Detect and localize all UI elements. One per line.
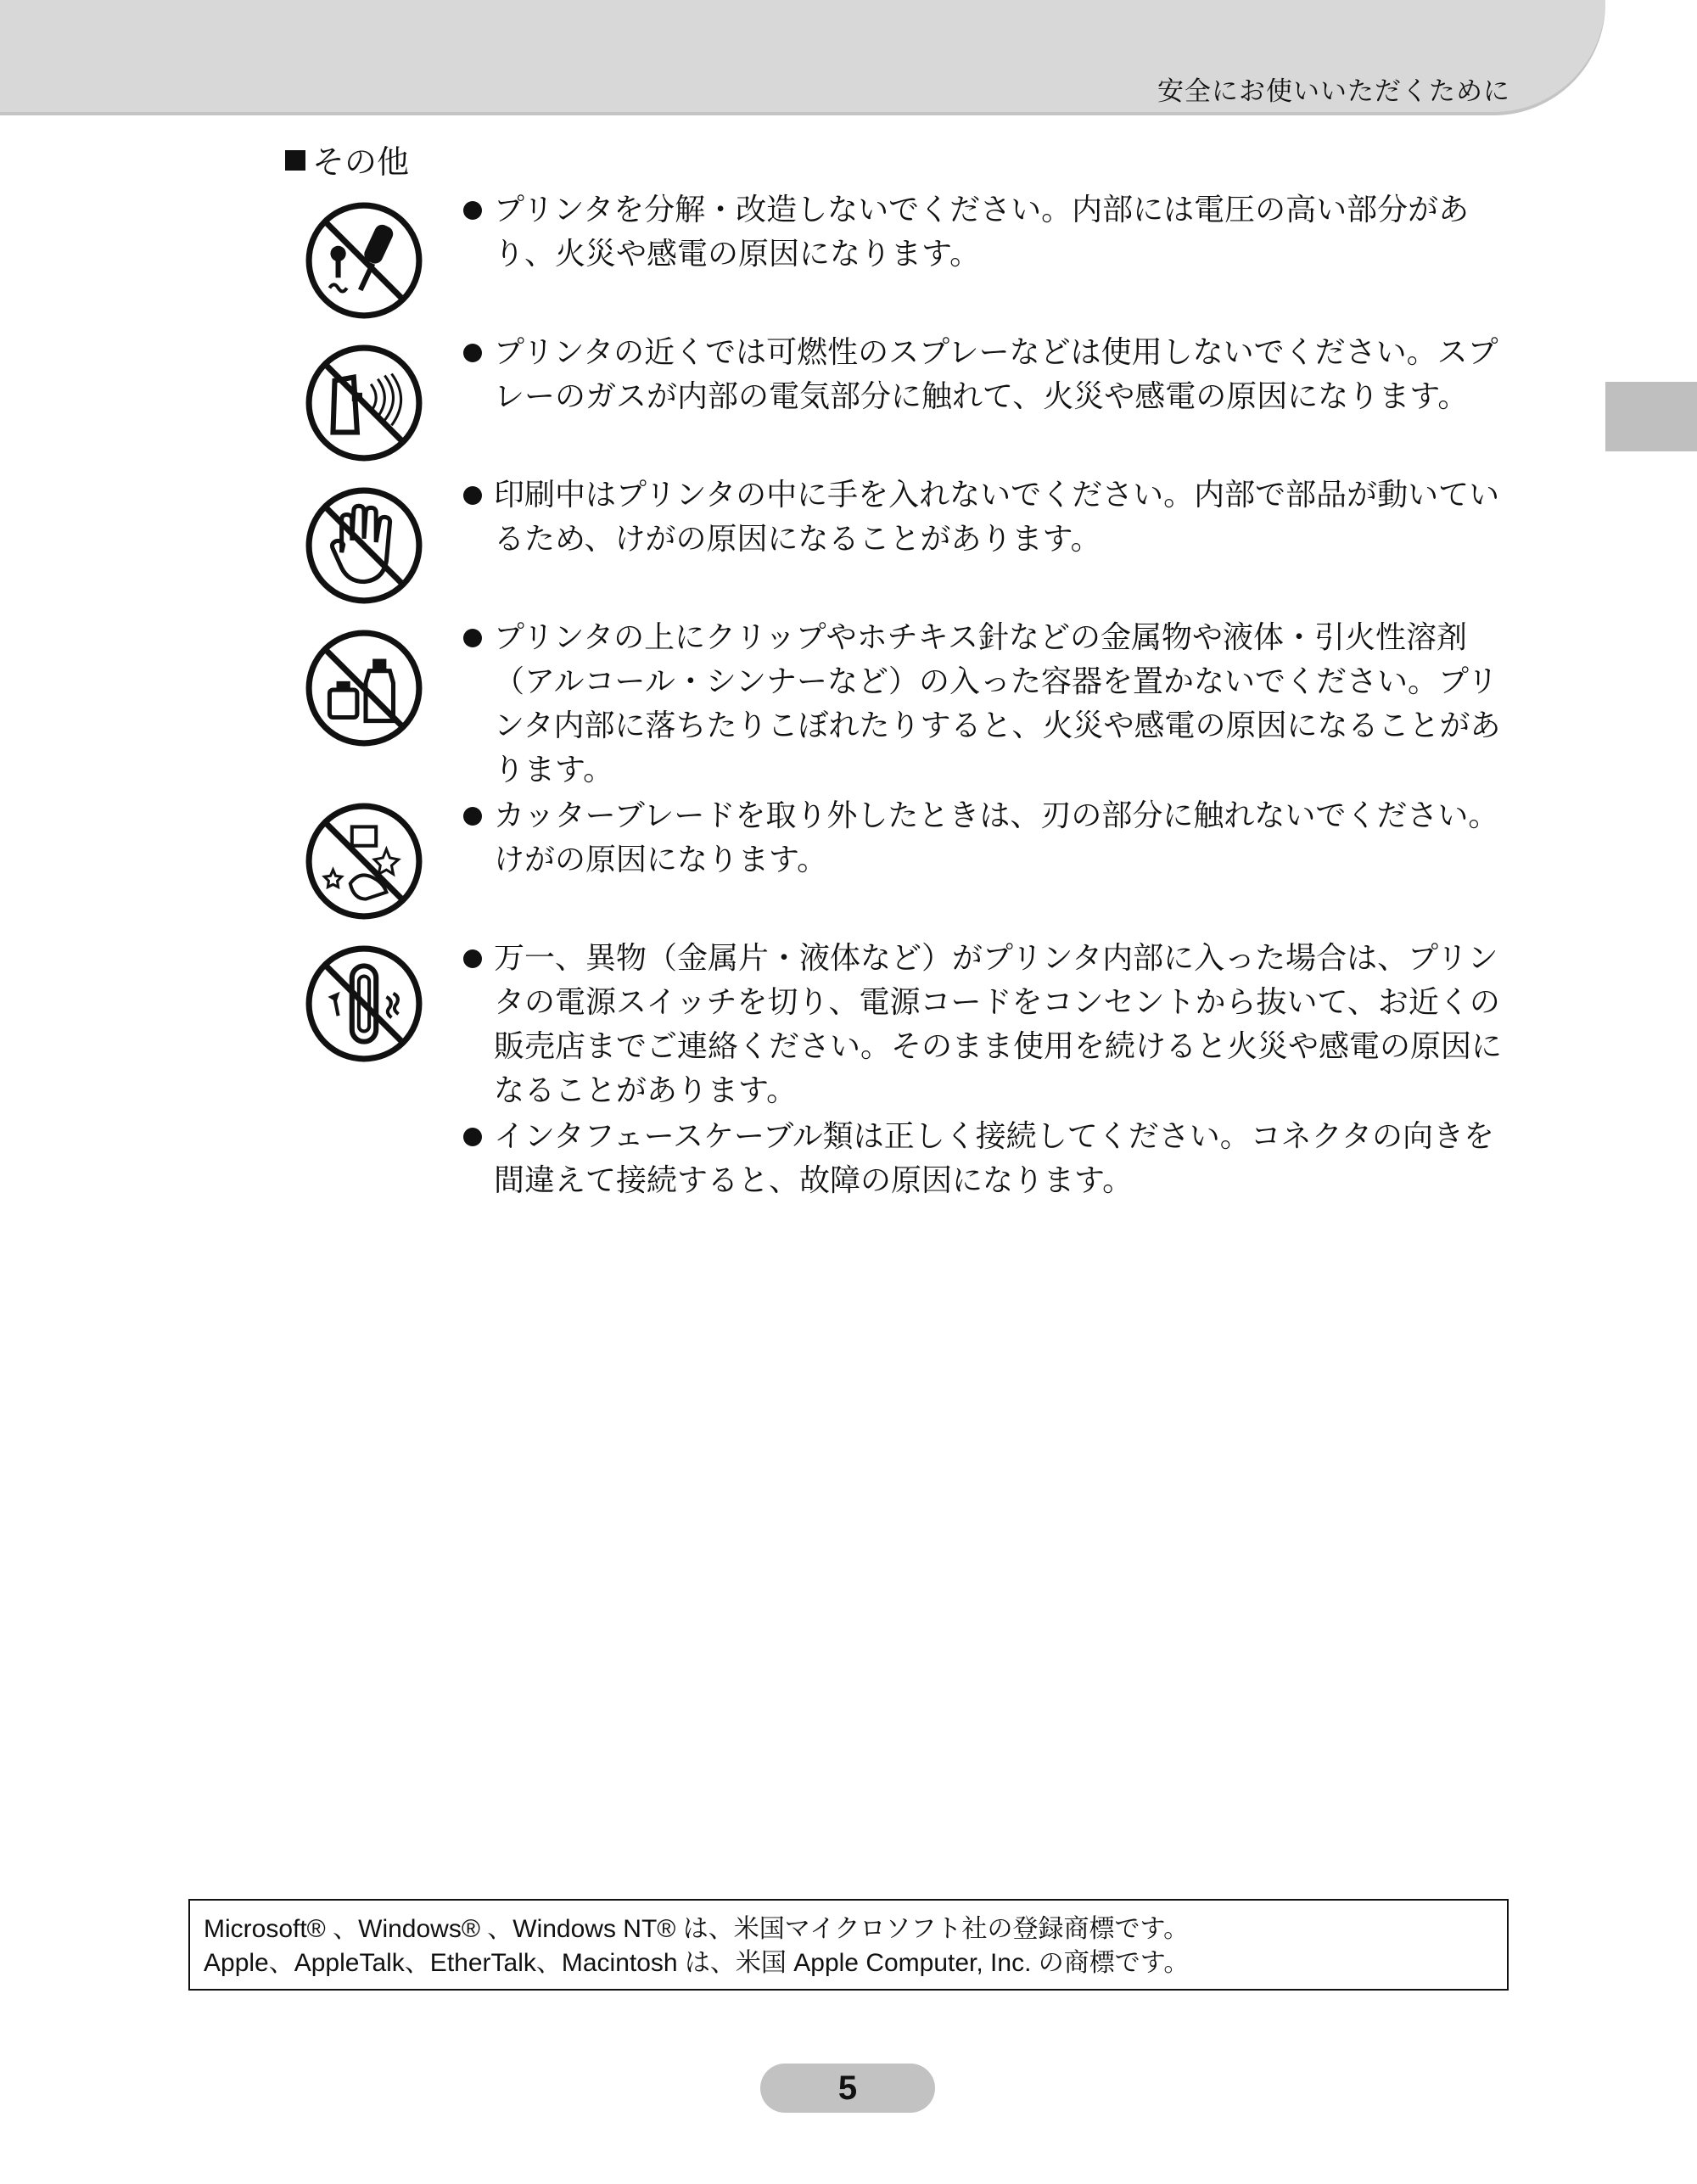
list-item <box>463 794 1515 882</box>
no-foreign-object-icon <box>304 944 424 1064</box>
bullet-icon <box>463 1128 482 1146</box>
list-item <box>463 937 1515 1113</box>
list-item <box>463 1115 1515 1203</box>
bullet-icon <box>463 629 482 647</box>
section-heading <box>285 136 409 182</box>
trademark-line: Apple、AppleTalk、EtherTalk、Macintosh は、米国 Apple Computer, Inc. の商標です。 <box>204 1949 1190 1977</box>
bullet-icon <box>463 949 482 968</box>
trademark-box <box>188 1899 1509 1991</box>
header-title: 安全にお使いいただくために <box>1157 76 1510 107</box>
section-heading-text: その他 <box>312 143 410 181</box>
bullet-icon <box>463 201 482 220</box>
square-bullet-icon <box>285 150 305 171</box>
list-item <box>463 616 1515 792</box>
no-disassembly-icon <box>304 200 424 321</box>
no-container-icon <box>304 628 424 748</box>
side-tab <box>1605 382 1697 451</box>
list-item-text: プリンタを分解・改造しないでください。内部には電圧の高い部分があり、火災や感電の原因になります。 <box>494 193 1470 272</box>
bullet-icon <box>463 807 482 826</box>
list-item-text: 印刷中はプリンタの中に手を入れないでください。内部で部品が動いているため、けがの原因になることがあります。 <box>494 478 1500 557</box>
list-item-text: インタフェースケーブル類は正しく接続してください。コネクタの向きを間違えて接続すると、故障の原因になります。 <box>494 1119 1495 1198</box>
list-item-text: プリンタの上にクリップやホチキス針などの金属物や液体・引火性溶剤（アルコール・シンナーなど）の入った容器を置かないでください。プリンタ内部に落ちたりこぼれたりすると、火災や感電の原因になることがあります。 <box>494 620 1501 787</box>
trademark-line: Microsoft® 、Windows® 、Windows NT® は、米国マイクロソフト社の登録商標です。 <box>204 1915 1190 1943</box>
list-item <box>463 331 1515 419</box>
list-item-text: プリンタの近くでは可燃性のスプレーなどは使用しないでください。スプレーのガスが内部の電気部分に触れて、火災や感電の原因になります。 <box>494 335 1498 414</box>
no-hand-icon <box>304 485 424 606</box>
no-touch-blade-icon <box>304 801 424 921</box>
page-number: 5 <box>760 2064 935 2113</box>
list-item-text: カッターブレードを取り外したときは、刃の部分に触れないでください。けがの原因になります。 <box>494 798 1499 877</box>
bullet-icon <box>463 344 482 362</box>
list-item <box>463 188 1515 277</box>
list-item-text: 万一、異物（金属片・液体など）がプリンタ内部に入った場合は、プリンタの電源スイッチを切り、電源コードをコンセントから抜いて、お近くの販売店までご連絡ください。そのまま使用を続けると火災や感電の原因になることがあります。 <box>494 941 1503 1108</box>
no-spray-icon <box>304 343 424 463</box>
list-item <box>463 473 1515 562</box>
bullet-icon <box>463 486 482 505</box>
